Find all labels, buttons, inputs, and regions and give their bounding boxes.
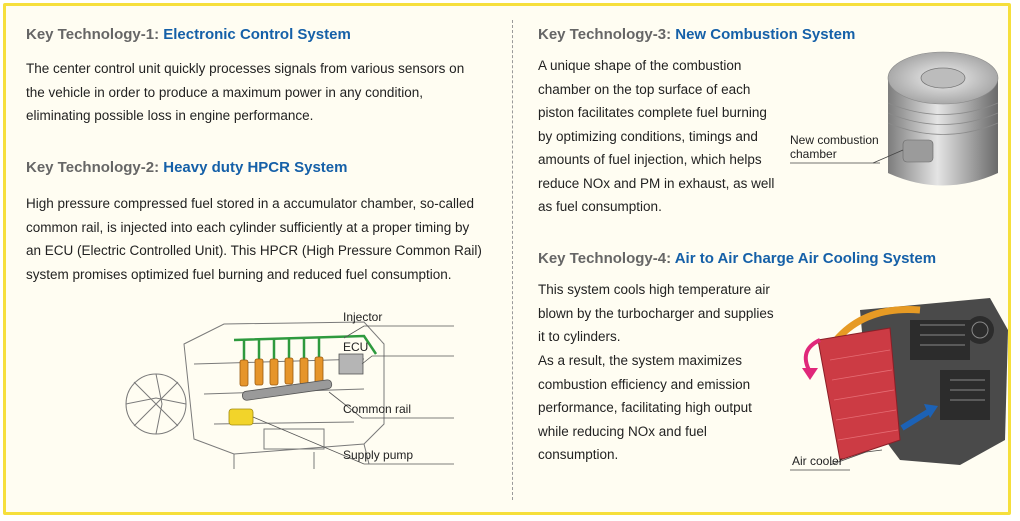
section4-heading	[538, 250, 936, 267]
section3-prefix: Key Technology-3:	[538, 26, 676, 43]
callout-underline	[790, 163, 890, 165]
air-cooler-shape	[818, 328, 900, 460]
section2-heading	[26, 159, 347, 176]
label-air-cooler: Air cooler	[792, 454, 843, 468]
section3-body: A unique shape of the combustion chamber on the top surface of each piston facilitates complete fuel burning by optimizing conditions, timings and amounts of fuel injection, which helps reduce NOx and PM in exhaust, as well as fuel consumption.	[538, 58, 775, 214]
label-new-combustion-chamber: New combustion chamber	[790, 133, 879, 161]
section2-title: Heavy duty HPCR System	[163, 159, 348, 176]
section3-heading	[538, 26, 855, 43]
section1-heading	[26, 26, 351, 43]
section4-title: Air to Air Charge Air Cooling System	[674, 250, 937, 267]
combustion-chamber-icon	[921, 68, 965, 88]
label-supply-pump: Supply pump	[343, 448, 414, 462]
label-common-rail: Common rail	[343, 402, 412, 416]
section1-body: The center control unit quickly processes signals from various sensors on the vehicle in order to produce a maximum power in any condition, eliminating possible loss in engine performance.	[26, 61, 465, 123]
supply-pump-shape	[229, 409, 253, 425]
info-panel	[3, 3, 1011, 515]
air-cooler-illustration	[790, 290, 1010, 480]
section4-body-2: As a result, the system maximizes combustion efficiency and emission performance, facilitating high output while reducing NOx and fuel consumption.	[538, 353, 752, 462]
section2-body: High pressure compressed fuel stored in a accumulator chamber, so-called common rail, is injected into each cylinder sufficiently at a proper timing by an ECU (Electric Controlled Unit). This HPCR (High Pressure Common Rail) system promises optimized fuel burning and reduced fuel consumption.	[26, 196, 482, 282]
column-divider	[512, 20, 513, 500]
section2-prefix: Key Technology-2:	[26, 159, 164, 176]
section4-body-1: This system cools high temperature air blown by the turbocharger and supplies it to cylinders.	[538, 282, 774, 344]
piston-illustration	[883, 48, 1003, 198]
ecu-shape	[339, 354, 363, 374]
airflow-arrow-icon	[806, 340, 820, 372]
section3-title: New Combustion System	[675, 26, 856, 43]
section1-prefix: Key Technology-1:	[26, 26, 164, 43]
section1-title: Electronic Control System	[163, 26, 351, 43]
label-injector: Injector	[343, 310, 383, 324]
label-ecu: ECU	[343, 340, 369, 354]
section4-prefix: Key Technology-4:	[538, 250, 675, 267]
